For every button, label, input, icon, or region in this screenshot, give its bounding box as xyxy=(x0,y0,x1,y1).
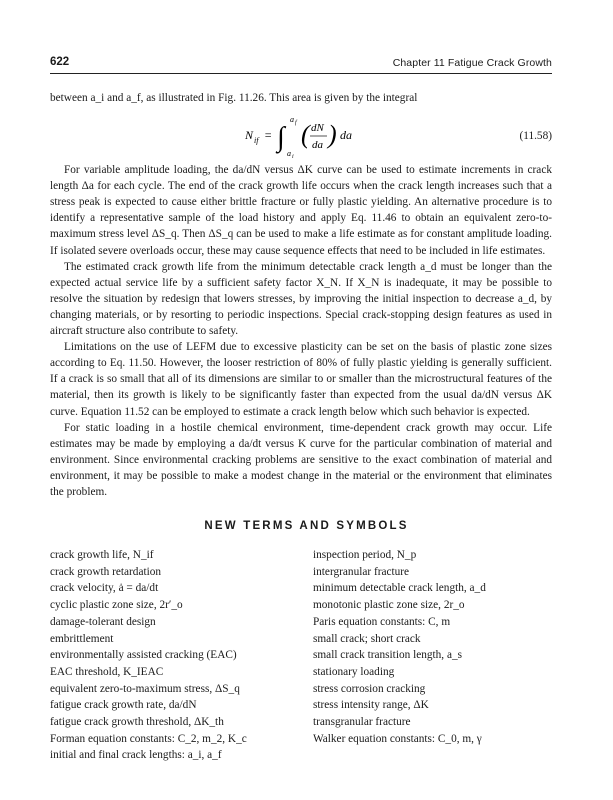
paragraph-2: The estimated crack growth life from the minimum detectable crack length a_d must be longer than the expected actual service life by a sufficient safety factor X_N. If X_N is inadequate, it may be possible to resolve the situation by redesign that lowers stresses, by improving the initial inspection to decrease a_d, by changing materials, or by resorting to periodic inspections. Special crack-stopping design features as used in aircraft structure also contribute to safety. xyxy=(50,260,552,338)
intro-line xyxy=(50,90,552,106)
paragraph-3: Limitations on the use of LEFM due to excessive plasticity can be set on the basis of plastic zone sizes according to Eq. 11.50. However, the looser restriction of 80% of fully plastic yielding is generally sufficient. If a crack is so small that all of its dimensions are similar to or smaller than the microstructural features of the material, then its growth is likely to be significantly faster than expected from the usual da/dN versus ΔK curve. Equation 11.52 can be employed to estimate a crack length below which such behavior is expected. xyxy=(50,341,552,418)
header-rule xyxy=(50,73,552,74)
term-item: stationary loading xyxy=(313,665,395,678)
paragraph-4: For static loading in a hostile chemical environment, time-dependent crack growth may occur. Life estimates may be made by employing a da/dt versus K curve for the particular combination of material and environment. Since environmental cracking problems are sensitive to the exact combination of material and environment, it may be possible to make a modest change in the material or the environment that eliminates the problem. xyxy=(50,421,552,498)
term-item: Paris equation constants: C, m xyxy=(313,615,451,628)
term-item: cyclic plastic zone size, 2r′_o xyxy=(50,599,183,612)
svg-text:=: = xyxy=(264,128,273,143)
chapter-title: Chapter 11 Fatigue Crack Growth xyxy=(392,57,552,69)
svg-text:N: N xyxy=(245,128,254,143)
term-item: environmentally assisted cracking (EAC) xyxy=(50,649,237,662)
term-item: stress intensity range, ΔK xyxy=(313,699,429,712)
term-item: embrittlement xyxy=(50,632,114,645)
equation-11-58 xyxy=(50,106,552,162)
svg-text:da: da xyxy=(312,139,323,152)
term-item: monotonic plastic zone size, 2r_o xyxy=(313,599,465,612)
term-item: inspection period, N_p xyxy=(313,549,417,561)
running-header xyxy=(50,56,552,78)
term-item: crack velocity, ȧ = da/dt xyxy=(50,582,159,595)
terms-left-column xyxy=(50,547,300,764)
svg-text:i: i xyxy=(292,154,294,161)
section-heading-new-terms: NEW TERMS AND SYMBOLS xyxy=(204,520,409,532)
term-item: stress corrosion cracking xyxy=(313,682,426,695)
paragraph-1: For variable amplitude loading, the da/dN versus ΔK curve can be used to estimate increments in crack length Δa for each cycle. The end of the crack growth life occurs when the crack length increases such that a stress peak is expected to cause either brittle fracture or fully plastic yielding. An alternative procedure is to identify a representative sample of the load history and apply Eq. 11.46 to obtain an equivalent zero-to-maximum stress level ΔS_q. Then ΔS_q can be used to make a life estimate as for constant amplitude loading. If isolated severe overloads occur, these may cause sequence effects that need to be included in life estimates. xyxy=(50,164,552,257)
term-item: small crack; short crack xyxy=(313,632,421,645)
page-number: 622 xyxy=(50,56,70,68)
term-item: Walker equation constants: C_0, m, γ xyxy=(313,732,482,745)
svg-text:dN: dN xyxy=(311,122,324,135)
terms-right-column xyxy=(313,547,553,747)
equation-number: (11.58) xyxy=(519,130,552,143)
svg-text:da: da xyxy=(340,128,352,143)
term-item: transgranular fracture xyxy=(313,716,411,729)
svg-text:): ) xyxy=(328,120,337,150)
svg-text:a: a xyxy=(287,149,291,159)
svg-text:f: f xyxy=(295,120,297,127)
term-item: crack growth retardation xyxy=(50,565,162,578)
svg-text:∫: ∫ xyxy=(277,122,285,154)
term-item: minimum detectable crack length, a_d xyxy=(313,582,486,595)
svg-text:a: a xyxy=(290,115,294,125)
svg-text:if: if xyxy=(254,136,259,146)
equation-expression xyxy=(245,112,395,160)
term-item: intergranular fracture xyxy=(313,565,410,578)
term-item: EAC threshold, K_IEAC xyxy=(50,665,164,678)
term-item: small crack transition length, a_s xyxy=(313,649,463,662)
term-item: crack growth life, N_if xyxy=(50,549,154,561)
term-item: damage-tolerant design xyxy=(50,615,156,628)
intro-line-text: between a_i and a_f, as illustrated in Fig. 11.26. This area is given by the integral xyxy=(50,92,418,104)
term-item: initial and final crack lengths: a_i, a_f xyxy=(50,749,222,762)
term-item: fatigue crack growth rate, da/dN xyxy=(50,699,197,712)
term-item: fatigue crack growth threshold, ΔK_th xyxy=(50,716,224,729)
term-item: equivalent zero-to-maximum stress, ΔS_q xyxy=(50,682,240,695)
term-item: Forman equation constants: C_2, m_2, K_c xyxy=(50,732,247,745)
body-text xyxy=(50,90,552,500)
svg-text:(: ( xyxy=(301,120,310,150)
